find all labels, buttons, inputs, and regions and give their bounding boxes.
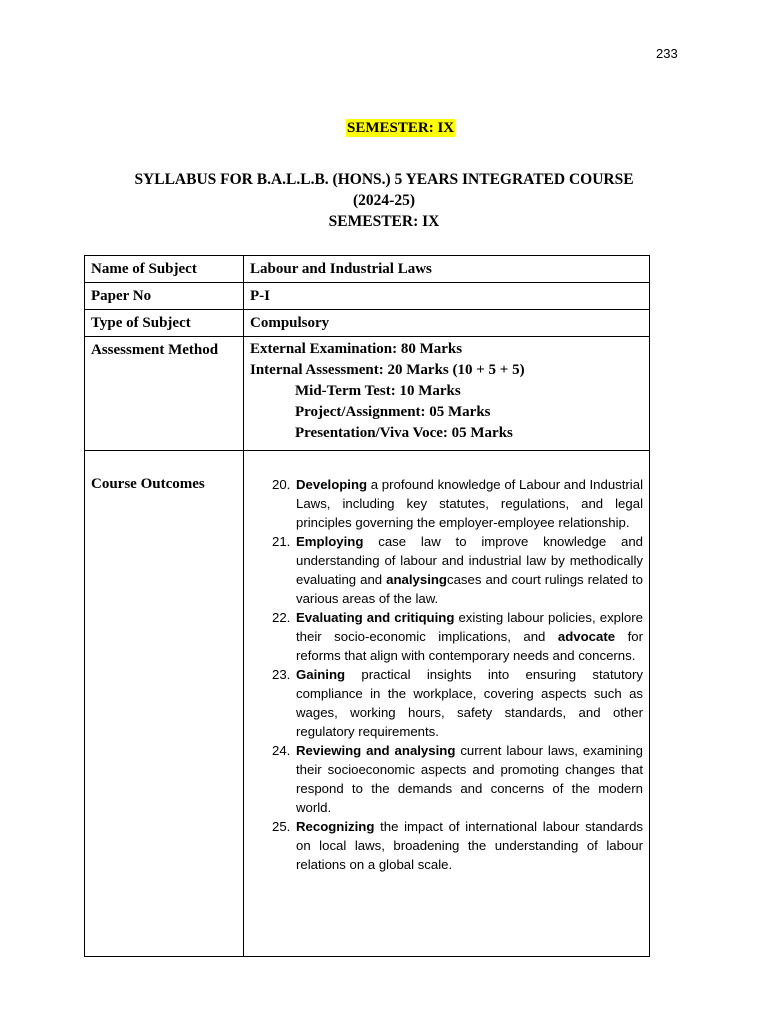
- subject-type-value: Compulsory: [244, 310, 650, 337]
- outcomes-list: [250, 475, 643, 874]
- list-item: 25. Recognizing the impact of international labour standards on local laws, broadening the understanding of labour relations on a global scale.: [272, 819, 643, 872]
- mid-term-marks: Mid-Term Test: 10 Marks: [295, 383, 461, 399]
- table-row: [85, 256, 650, 283]
- course-outcomes-label: Course Outcomes: [85, 451, 244, 957]
- list-item: 23. Gaining practical insights into ensuring statutory compliance in the workplace, covering aspects such as wages, working hours, safety standards, and other regulatory requirements.: [272, 667, 643, 739]
- syllabus-title: SYLLABUS FOR B.A.L.L.B. (HONS.) 5 YEARS INTEGRATED COURSE: [134, 171, 634, 188]
- presentation-marks: Presentation/Viva Voce: 05 Marks: [295, 425, 513, 441]
- list-item: 21. Employing case law to improve knowledge and understanding of labour and industrial law by methodically evaluating and analysingcases and court rulings related to various areas of the law.: [272, 534, 643, 606]
- paper-no-label: Paper No: [85, 283, 244, 310]
- semester-highlight: SEMESTER: IX: [347, 120, 455, 136]
- table-row: [85, 283, 650, 310]
- internal-assessment-marks: Internal Assessment: 20 Marks (10 + 5 + 5): [250, 362, 525, 378]
- academic-year: (2024-25): [353, 192, 415, 209]
- subject-name-value: Labour and Industrial Laws: [244, 256, 650, 283]
- table-row: [85, 451, 650, 957]
- external-exam-marks: External Examination: 80 Marks: [250, 341, 463, 357]
- semester-heading: SEMESTER: IX: [328, 213, 440, 230]
- paper-no-value: P-I: [244, 283, 650, 310]
- list-item: 20. Developing a profound knowledge of Labour and Industrial Laws, including key statutes, regulations, and legal principles governing the employer-employee relationship.: [272, 477, 643, 530]
- assessment-method-value: [244, 337, 650, 451]
- list-item: 24. Reviewing and analysing current labour laws, examining their socioeconomic aspects and promoting changes that respond to the demands and concerns of the modern world.: [272, 743, 644, 815]
- table-row: [85, 337, 650, 451]
- subject-name-label: Name of Subject: [85, 256, 244, 283]
- table-row: [85, 310, 650, 337]
- course-outcomes-value: [244, 451, 650, 957]
- assessment-method-label: Assessment Method: [85, 337, 244, 451]
- project-marks: Project/Assignment: 05 Marks: [295, 404, 491, 420]
- list-item: 22. Evaluating and critiquing existing labour policies, explore their socio-economic implications, and advocate for reforms that align with contemporary needs and concerns.: [272, 610, 643, 663]
- page-number: 233: [656, 46, 678, 61]
- subject-type-label: Type of Subject: [85, 310, 244, 337]
- subject-info-table: [84, 255, 650, 957]
